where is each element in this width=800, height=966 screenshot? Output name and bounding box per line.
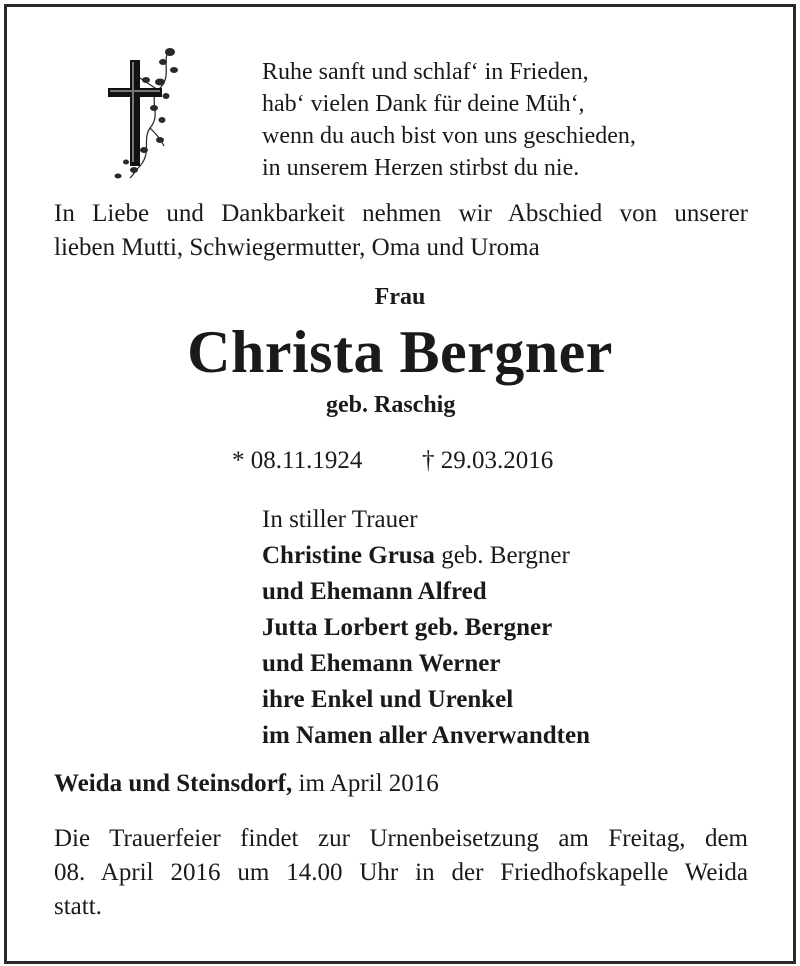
- service-info: [54, 822, 748, 924]
- mourner-line: und Ehemann Werner: [262, 650, 501, 677]
- maiden-name: geb. Raschig: [326, 392, 456, 418]
- mourner-line: Jutta Lorbert geb. Bergner: [262, 614, 553, 641]
- intro-line: In Liebe und Dankbarkeit nehmen wir Abschied von unserer: [54, 200, 748, 227]
- mourner-line: ihre Enkel und Urenkel: [262, 686, 514, 713]
- salutation: Frau: [374, 284, 426, 310]
- birth-date: * 08.11.1924: [232, 447, 363, 474]
- place-date-text: im April 2016: [292, 770, 439, 797]
- intro-line: lieben Mutti, Schwiegermutter, Oma und Uroma: [54, 234, 540, 261]
- mourner-name: Christine Grusa: [262, 542, 435, 569]
- poem-line: Ruhe sanft und schlaf‘ in Frieden,: [262, 59, 589, 85]
- place-name: Weida und Steinsdorf,: [54, 770, 293, 797]
- poem-line: hab‘ vielen Dank für deine Müh‘,: [262, 91, 585, 117]
- mourner-line: [262, 538, 590, 574]
- death-date: † 29.03.2016: [422, 447, 554, 474]
- mourners-list: [262, 502, 590, 754]
- place-date: [54, 770, 439, 798]
- cross-with-ivy-icon: [100, 42, 180, 182]
- poem: [262, 56, 636, 184]
- service-line: 08. April 2016 um 14.00 Uhr in der Friedhofskapelle Weida: [54, 859, 748, 886]
- mourners-heading: In stiller Trauer: [262, 506, 418, 533]
- mourner-line: und Ehemann Alfred: [262, 578, 487, 605]
- poem-line: wenn du auch bist von uns geschieden,: [262, 123, 636, 149]
- intro-text: [54, 197, 748, 265]
- service-line: statt.: [54, 893, 102, 920]
- deceased-name: Christa Bergner: [187, 319, 613, 385]
- service-line: Die Trauerfeier findet zur Urnenbeisetzung am Freitag, dem: [54, 825, 748, 852]
- mourner-suffix: geb. Bergner: [434, 542, 570, 569]
- poem-line: in unserem Herzen stirbst du nie.: [262, 155, 580, 181]
- mourner-line: im Namen aller Anverwandten: [262, 722, 590, 749]
